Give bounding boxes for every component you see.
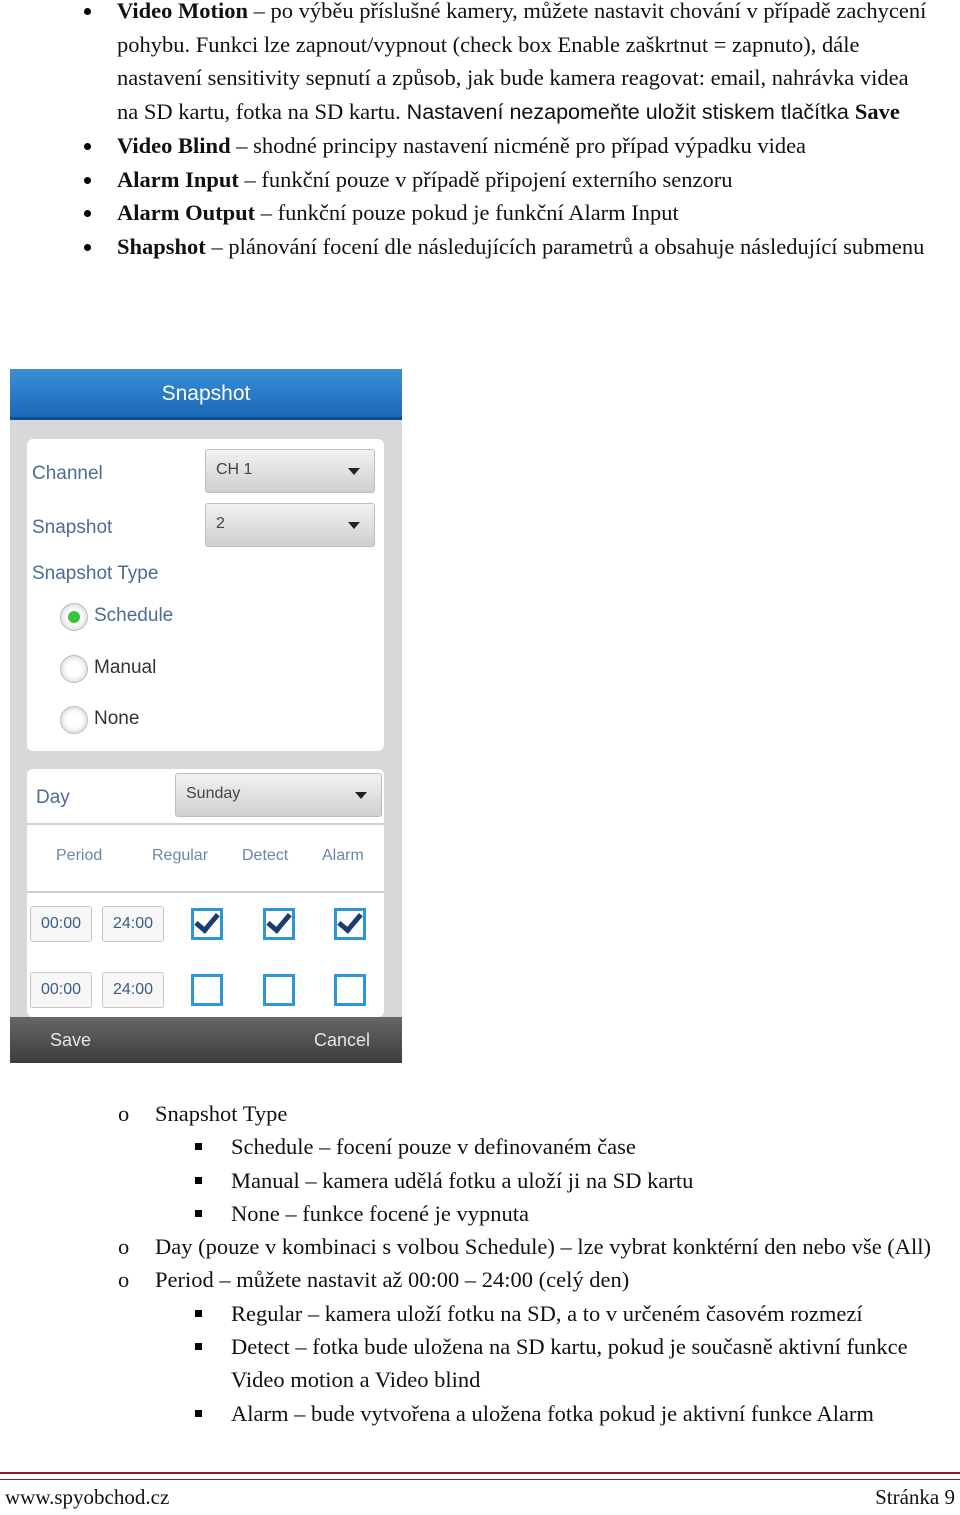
snapshot-label: Snapshot <box>32 517 113 538</box>
footer-rule <box>0 1472 960 1480</box>
bullet-term: Alarm Input <box>117 166 239 192</box>
save-button[interactable]: Save <box>50 1030 92 1050</box>
divider <box>27 891 384 893</box>
snapshot-options-list <box>0 1097 960 1430</box>
radio-button-selected[interactable] <box>60 603 88 631</box>
bullet-text: – funkční pouze v případě připojení externího senzoru <box>238 166 733 192</box>
chevron-down-icon <box>348 522 360 529</box>
bullet-text: – po výběu příslušné kamery, můžete nastavit chování v případě zachycení pohybu. Funkci lze zapnout/vypnout (check box Enable zaškrtnut = zapnuto), dále nastavení sensitivity sepnutí a způsob, jak bude kamera reagovat: email, nahrávka videa na SD kartu, fotka na SD kartu. <box>117 0 927 124</box>
bullet-term: Video Motion <box>117 0 249 23</box>
row2-end-time[interactable]: 24:00 <box>102 972 164 1008</box>
bullet-dot <box>84 210 91 217</box>
snapshot-screenshot <box>10 369 402 1063</box>
outline-subitem <box>0 1330 960 1397</box>
row2-detect-checkbox[interactable] <box>263 974 295 1006</box>
outline-text: Day (pouze v kombinaci s volbou Schedule) – lze vybrat konktérní den nebo vše (All) <box>155 1234 932 1260</box>
snapshot-action-bar <box>10 1017 402 1063</box>
outline-text: Alarm – bude vytvořena a uložena fotka pokud je aktivní funkce Alarm <box>231 1400 874 1426</box>
snapshot-type-label: Snapshot Type <box>32 563 159 584</box>
radio-button[interactable] <box>60 706 88 734</box>
feature-bullet-list <box>0 0 960 263</box>
channel-dropdown[interactable] <box>205 449 375 493</box>
header-detect: Detect <box>242 847 289 864</box>
bullet-alarm-output <box>0 196 960 230</box>
chevron-down-icon <box>348 468 360 475</box>
square-bullet <box>195 1310 202 1317</box>
outline-subitem <box>0 1297 960 1330</box>
channel-label: Channel <box>32 463 103 484</box>
row1-regular-checkbox[interactable] <box>191 908 223 940</box>
day-value: Sunday <box>186 785 241 802</box>
header-alarm: Alarm <box>322 847 364 864</box>
bullet-dot <box>84 177 91 184</box>
radio-label: None <box>94 708 140 729</box>
outline-text: Schedule – focení pouze v definovaném čase <box>231 1134 636 1160</box>
outline-text: Detect – fotka bude uložena na SD kartu, pokud je současně aktivní funkce Video motion a Video blind <box>231 1334 908 1393</box>
bullet-term: Video Blind <box>117 133 231 158</box>
radio-label: Schedule <box>94 605 174 626</box>
snapshot-title-bar: Snapshot <box>10 369 402 420</box>
footer-website: www.spyobchod.cz <box>5 1485 170 1509</box>
day-dropdown[interactable] <box>175 773 382 817</box>
bullet-video-blind <box>0 129 960 163</box>
outline-text: None – funkce focené je vypnuta <box>231 1200 530 1226</box>
outline-text: Regular – kamera uloží fotku na SD, a to v určeném časovém rozmezí <box>231 1300 863 1326</box>
outline-text: Manual – kamera udělá fotku a uloží ji na SD kartu <box>231 1167 694 1193</box>
outline-item <box>0 1230 960 1263</box>
outline-marker: o <box>118 1234 130 1260</box>
square-bullet <box>195 1177 202 1184</box>
row1-start-time[interactable]: 00:00 <box>30 906 92 942</box>
outline-subitem <box>0 1130 960 1163</box>
row1-alarm-checkbox[interactable] <box>334 908 366 940</box>
bullet-term: Shapshot <box>117 233 206 259</box>
snapshot-dropdown[interactable] <box>205 503 375 547</box>
divider <box>27 823 384 825</box>
bullet-alarm-input <box>0 163 960 197</box>
outline-item <box>0 1097 960 1130</box>
outline-subitem <box>0 1397 960 1430</box>
outline-subitem <box>0 1197 960 1230</box>
snapshot-value: 2 <box>216 515 225 532</box>
bullet-text: – shodné principy nastavení nicméně pro případ výpadku videa <box>230 133 807 158</box>
header-period: Period <box>56 847 103 864</box>
bullet-snapshot <box>0 230 960 264</box>
bullet-term: Alarm Output <box>117 200 256 225</box>
radio-button[interactable] <box>60 655 88 683</box>
bullet-video-motion <box>0 0 960 129</box>
outline-item <box>0 1263 960 1296</box>
row2-regular-checkbox[interactable] <box>191 974 223 1006</box>
outline-marker: o <box>118 1267 130 1293</box>
bullet-text: – plánování focení dle následujících parametrů a obsahuje následující submenu <box>205 233 925 259</box>
radio-label: Manual <box>94 657 157 678</box>
square-bullet <box>195 1343 202 1350</box>
outline-text: Period – můžete nastavit až 00:00 – 24:00 (celý den) <box>155 1267 630 1293</box>
channel-value: CH 1 <box>216 461 253 478</box>
bullet-dot <box>84 143 91 150</box>
footer-page-number: Stránka 9 <box>875 1485 955 1509</box>
square-bullet <box>195 1143 202 1150</box>
row1-end-time[interactable]: 24:00 <box>102 906 164 942</box>
square-bullet <box>195 1210 202 1217</box>
header-regular: Regular <box>152 847 209 864</box>
chevron-down-icon <box>355 792 367 799</box>
outline-marker: o <box>118 1101 130 1126</box>
bullet-dot <box>84 8 91 15</box>
day-label: Day <box>36 787 70 808</box>
row2-start-time[interactable]: 00:00 <box>30 972 92 1008</box>
outline-subitem <box>0 1164 960 1197</box>
save-keyword: Save <box>854 98 900 124</box>
outline-text: Snapshot Type <box>155 1101 288 1126</box>
square-bullet <box>195 1410 202 1417</box>
bullet-dot <box>84 244 91 251</box>
bullet-text: – funkční pouze pokud je funkční Alarm Input <box>255 200 679 225</box>
row1-detect-checkbox[interactable] <box>263 908 295 940</box>
row2-alarm-checkbox[interactable] <box>334 974 366 1006</box>
cancel-button[interactable]: Cancel <box>313 1030 370 1050</box>
bullet-text-sans: Nastavení nezapomeňte uložit stiskem tlačítka <box>400 99 855 124</box>
